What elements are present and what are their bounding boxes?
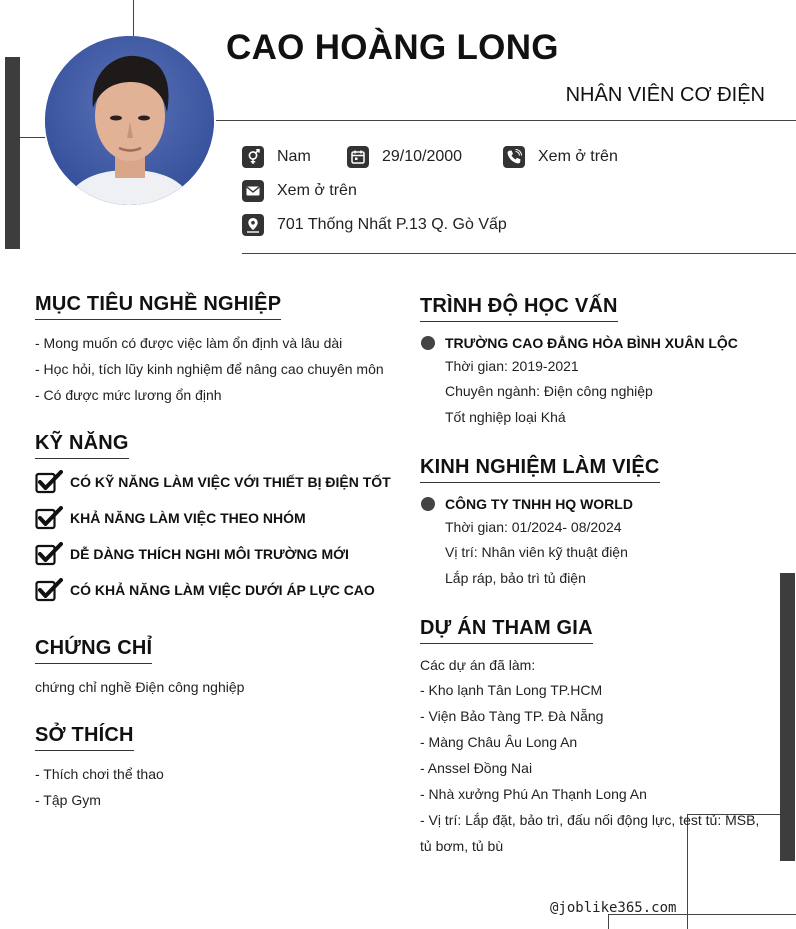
contact-address — [242, 214, 507, 236]
candidate-name: CAO HOÀNG LONG — [226, 28, 559, 67]
company-name: CÔNG TY TNHH HQ WORLD — [445, 496, 633, 512]
education-line: Chuyên ngành: Điện công nghiệp — [445, 383, 653, 399]
avatar — [45, 36, 214, 205]
gender-value: Nam — [277, 148, 311, 165]
checkbox-checked-icon — [35, 506, 63, 530]
hobby-line: - Tập Gym — [35, 792, 101, 808]
address-value: 701 Thống Nhất P.13 Q. Gò Vấp — [277, 216, 507, 233]
experience-line: Thời gian: 01/2024- 08/2024 — [445, 519, 622, 535]
skill-label: KHẢ NĂNG LÀM VIỆC THEO NHÓM — [70, 510, 306, 526]
skill-item — [35, 578, 375, 602]
school-name: TRƯỜNG CAO ĐẲNG HÒA BÌNH XUÂN LỘC — [445, 335, 738, 351]
phone-value: Xem ở trên — [538, 148, 618, 165]
checkbox-checked-icon — [35, 578, 63, 602]
skill-item — [35, 542, 349, 566]
education-line: Thời gian: 2019-2021 — [445, 358, 579, 374]
mail-icon — [242, 180, 264, 202]
watermark: @joblike365.com — [550, 900, 677, 916]
skill-item — [35, 470, 391, 494]
right-accent-bar — [780, 573, 795, 861]
project-line: - Vị trí: Lắp đặt, bảo trì, đấu nối động lực, test tủ: MSB, — [420, 812, 760, 828]
phone-icon — [503, 146, 525, 168]
projects-heading: DỰ ÁN THAM GIA — [420, 617, 593, 644]
checkbox-checked-icon — [35, 542, 63, 566]
hobbies-heading: SỞ THÍCH — [35, 724, 134, 751]
bullet-dot — [421, 497, 435, 511]
certificates-heading: CHỨNG CHỈ — [35, 637, 152, 664]
contact-gender — [242, 146, 311, 168]
email-value: Xem ở trên — [277, 182, 357, 199]
header-divider — [216, 120, 796, 121]
corner-box-left — [687, 814, 688, 929]
objective-line: - Học hỏi, tích lũy kinh nghiệm để nâng cao chuyên môn — [35, 361, 384, 377]
skill-item — [35, 506, 306, 530]
gender-icon — [242, 146, 264, 168]
left-horizontal-line — [20, 137, 45, 138]
project-line: - Viện Bảo Tàng TP. Đà Nẵng — [420, 708, 604, 724]
certificate-line: chứng chỉ nghề Điện công nghiệp — [35, 679, 245, 695]
project-line: - Anssel Đồng Nai — [420, 760, 533, 776]
project-line: tủ bơm, tủ bù — [420, 838, 504, 854]
checkbox-checked-icon — [35, 470, 63, 494]
project-line: - Kho lạnh Tân Long TP.HCM — [420, 682, 603, 698]
calendar-icon — [347, 146, 369, 168]
left-accent-bar — [5, 57, 20, 249]
skill-label: DỄ DÀNG THÍCH NGHI MÔI TRƯỜNG MỚI — [70, 546, 349, 562]
hobby-line: - Thích chơi thể thao — [35, 766, 164, 782]
job-title: NHÂN VIÊN CƠ ĐIỆN — [565, 84, 765, 106]
top-vertical-line — [133, 0, 134, 36]
project-line: Các dự án đã làm: — [420, 657, 536, 673]
contact-email — [242, 180, 357, 202]
experience-heading: KINH NGHIỆM LÀM VIỆC — [420, 456, 660, 483]
contact-phone — [503, 146, 618, 168]
contact-divider — [242, 253, 796, 254]
birthday-value: 29/10/2000 — [382, 148, 463, 165]
objective-heading: MỤC TIÊU NGHỀ NGHIỆP — [35, 293, 281, 320]
location-pin-icon — [242, 214, 264, 236]
experience-line: Vị trí: Nhân viên kỹ thuật điện — [445, 544, 628, 560]
skill-label: CÓ KHẢ NĂNG LÀM VIỆC DƯỚI ÁP LỰC CAO — [70, 582, 375, 598]
experience-line: Lắp ráp, bảo trì tủ điện — [445, 570, 586, 586]
education-heading: TRÌNH ĐỘ HỌC VẤN — [420, 295, 618, 322]
objective-line: - Mong muốn có được việc làm ổn định và lâu dài — [35, 335, 343, 351]
bottom-vertical-line — [608, 914, 609, 929]
skills-heading: KỸ NĂNG — [35, 432, 129, 459]
project-line: - Nhà xưởng Phú An Thạnh Long An — [420, 786, 647, 802]
objective-line: - Có được mức lương ổn định — [35, 387, 222, 403]
education-line: Tốt nghiệp loại Khá — [445, 409, 566, 425]
bullet-dot — [421, 336, 435, 350]
contact-birthday — [347, 146, 462, 168]
skill-label: CÓ KỸ NĂNG LÀM VIỆC VỚI THIẾT BỊ ĐIỆN TỐT — [70, 474, 391, 490]
project-line: - Màng Châu Âu Long An — [420, 734, 578, 750]
